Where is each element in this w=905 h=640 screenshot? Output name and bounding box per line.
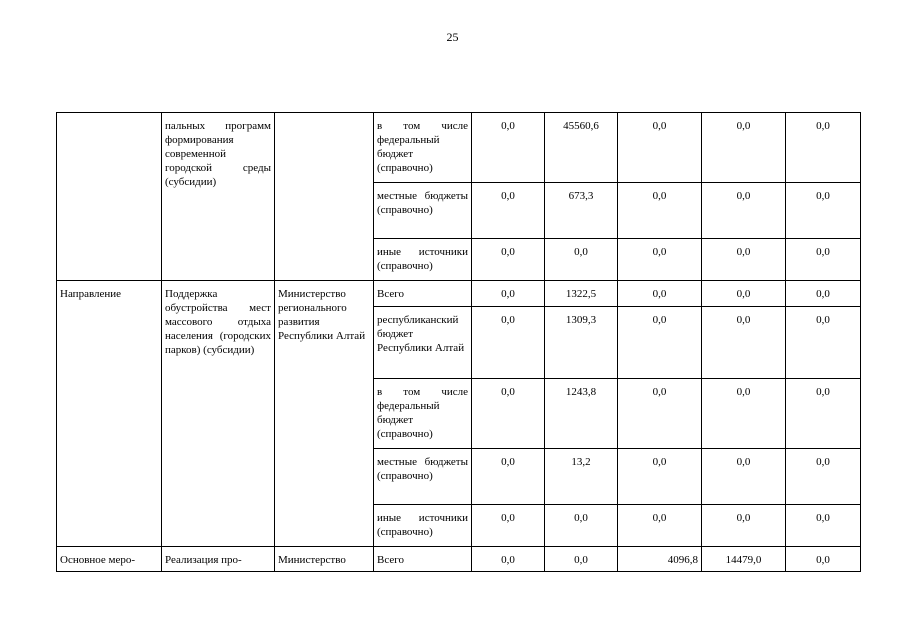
cell-value: 0,0 (786, 281, 861, 307)
cell-value: 0,0 (786, 547, 861, 572)
cell-value: 0,0 (545, 239, 618, 281)
cell-value: 0,0 (702, 113, 786, 183)
cell-funding-source: иные источники (справочно) (374, 505, 472, 547)
cell-value: 1243,8 (545, 379, 618, 449)
cell-event-name: пальных программ формирования современной городской среды (субсидии) (162, 113, 275, 281)
cell-value: 45560,6 (545, 113, 618, 183)
cell-funding-source: иные источники (справочно) (374, 239, 472, 281)
cell-event-type: Направление (57, 281, 162, 547)
cell-value: 0,0 (786, 307, 861, 379)
cell-value: 0,0 (618, 449, 702, 505)
cell-value: 0,0 (472, 239, 545, 281)
cell-funding-source: местные бюджеты (справочно) (374, 449, 472, 505)
cell-value: 0,0 (702, 449, 786, 505)
cell-value: 0,0 (472, 281, 545, 307)
cell-value: 1322,5 (545, 281, 618, 307)
cell-value: 0,0 (786, 505, 861, 547)
cell-value: 0,0 (545, 547, 618, 572)
cell-value: 0,0 (472, 307, 545, 379)
cell-value: 0,0 (786, 113, 861, 183)
cell-event-name: Поддержка обустройства мест массового отдыха населения (городских парков) (субсидии) (162, 281, 275, 547)
cell-event-type: Основное меро- (57, 547, 162, 572)
cell-funding-source: в том числе федеральный бюджет (справочно) (374, 379, 472, 449)
cell-funding-source: Всего (374, 281, 472, 307)
cell-executor: Министерство (275, 547, 374, 572)
table-row (57, 281, 861, 307)
cell-value: 0,0 (618, 379, 702, 449)
cell-value: 0,0 (702, 281, 786, 307)
cell-funding-source: республиканский бюджет Республики Алтай (374, 307, 472, 379)
cell-value: 14479,0 (702, 547, 786, 572)
cell-value: 0,0 (472, 505, 545, 547)
cell-value: 0,0 (545, 505, 618, 547)
budget-table (56, 112, 861, 572)
cell-value: 0,0 (472, 183, 545, 239)
cell-executor: Министерство регионального развития Республики Алтай (275, 281, 374, 547)
cell-value: 0,0 (472, 379, 545, 449)
cell-funding-source: местные бюджеты (справочно) (374, 183, 472, 239)
cell-value: 0,0 (702, 183, 786, 239)
cell-event-type (57, 113, 162, 281)
cell-funding-source: Всего (374, 547, 472, 572)
cell-value: 0,0 (786, 239, 861, 281)
cell-value: 0,0 (472, 113, 545, 183)
table-row (57, 547, 861, 572)
cell-value: 0,0 (702, 307, 786, 379)
cell-value: 0,0 (618, 281, 702, 307)
page-number: 25 (446, 30, 459, 44)
cell-value: 0,0 (702, 379, 786, 449)
cell-value: 13,2 (545, 449, 618, 505)
cell-value: 0,0 (618, 505, 702, 547)
table-row (57, 113, 861, 183)
cell-funding-source: в том числе федеральный бюджет (справочно) (374, 113, 472, 183)
cell-value: 0,0 (786, 183, 861, 239)
cell-value: 0,0 (786, 449, 861, 505)
cell-value: 0,0 (618, 183, 702, 239)
cell-value: 673,3 (545, 183, 618, 239)
cell-value: 0,0 (472, 547, 545, 572)
cell-value: 0,0 (618, 113, 702, 183)
cell-value: 0,0 (786, 379, 861, 449)
cell-value: 0,0 (702, 239, 786, 281)
cell-event-name: Реализация про- (162, 547, 275, 572)
cell-value: 0,0 (618, 307, 702, 379)
cell-value: 4096,8 (618, 547, 702, 572)
cell-value: 1309,3 (545, 307, 618, 379)
cell-executor (275, 113, 374, 281)
cell-value: 0,0 (618, 239, 702, 281)
cell-value: 0,0 (472, 449, 545, 505)
cell-value: 0,0 (702, 505, 786, 547)
